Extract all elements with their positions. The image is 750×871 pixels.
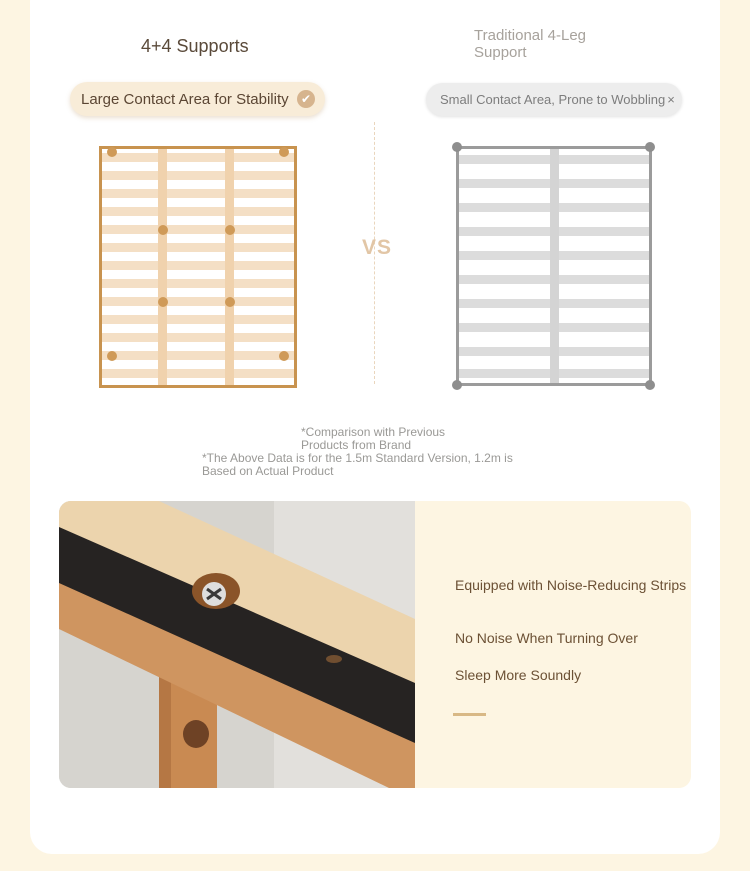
support-point xyxy=(107,351,117,361)
support-point xyxy=(225,225,235,235)
version-note: *The Above Data is for the 1.5m Standard Version, 1.2m is Based on Actual Product xyxy=(202,451,513,478)
support-beam xyxy=(158,148,167,386)
close-icon: × xyxy=(667,92,675,107)
wobble-badge-label: Small Contact Area, Prone to Wobbling xyxy=(440,92,666,107)
corner-leg xyxy=(645,142,655,152)
support-point xyxy=(158,297,168,307)
slat xyxy=(102,153,294,162)
slat xyxy=(102,279,294,288)
corner-leg xyxy=(645,380,655,390)
traditional-frame-diagram xyxy=(450,140,660,392)
slat xyxy=(102,297,294,306)
noise-strip-photo xyxy=(59,501,415,788)
slat xyxy=(102,351,294,360)
slat-with-strip-illustration xyxy=(59,501,415,788)
slat xyxy=(102,207,294,216)
right-title: Traditional 4-Leg Support xyxy=(474,27,587,61)
support-point xyxy=(279,351,289,361)
support-point xyxy=(158,225,168,235)
support-point xyxy=(279,147,289,157)
corner-leg xyxy=(452,380,462,390)
slat xyxy=(102,189,294,198)
corner-leg xyxy=(452,142,462,152)
center-beam xyxy=(550,148,559,385)
slat xyxy=(102,261,294,270)
slats-group xyxy=(102,153,294,378)
support-point xyxy=(225,297,235,307)
wobble-badge xyxy=(426,83,682,116)
stability-badge-label: Large Contact Area for Stability xyxy=(81,90,289,108)
slat xyxy=(102,315,294,324)
four-plus-four-frame-diagram xyxy=(96,142,300,392)
stability-badge xyxy=(70,82,325,116)
slat xyxy=(102,369,294,378)
feature-no-noise: No Noise When Turning Over xyxy=(455,630,638,646)
screw-hole xyxy=(183,720,209,748)
comparison-note: *Comparison with Previous Products from Brand xyxy=(301,425,446,452)
slat xyxy=(102,171,294,180)
feature-sleep-soundly: Sleep More Soundly xyxy=(455,667,582,683)
support-point xyxy=(107,147,117,157)
accent-line xyxy=(453,713,486,716)
slat xyxy=(102,243,294,252)
vs-label: VS xyxy=(362,236,393,259)
support-beam xyxy=(225,148,234,386)
feature-noise-strips: Equipped with Noise-Reducing Strips xyxy=(455,577,687,593)
left-title: 4+4 Supports xyxy=(141,36,249,56)
slat xyxy=(102,333,294,342)
check-icon: ✔ xyxy=(297,90,315,108)
slat xyxy=(102,225,294,234)
